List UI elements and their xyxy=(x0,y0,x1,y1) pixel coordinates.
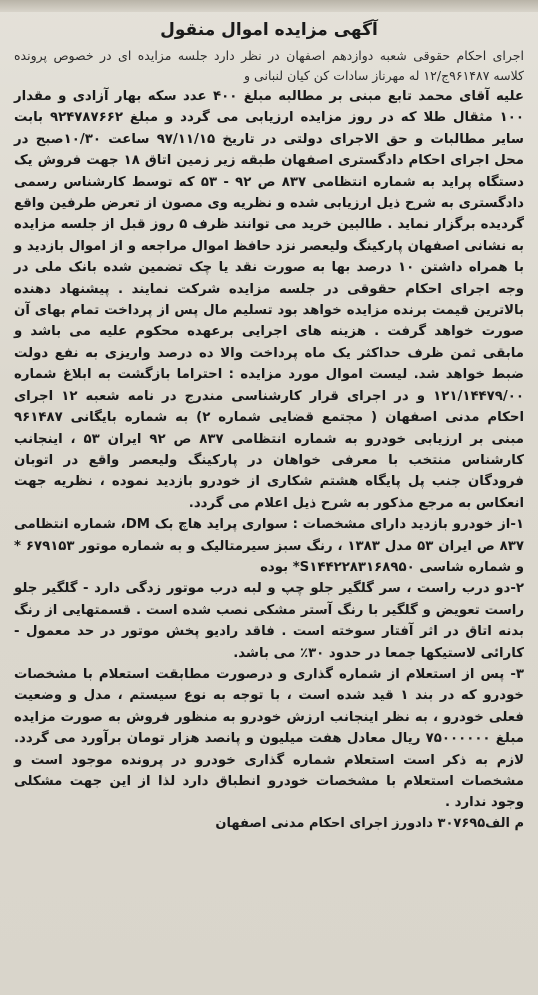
notice-title: آگهی مزایده اموال منقول xyxy=(160,20,378,40)
notice-body xyxy=(14,14,524,987)
notice-intro: اجرای احکام حقوقی شعبه دوازدهم اصفهان در نظر دارد جلسه مزایده ای در خصوص پرونده کلاسه ۹۶۱۴۸۷ج/۱۲ له مهرناز سادات کن کیان لنبانی و xyxy=(14,48,524,83)
notice-signature: م الف۳۰۷۶۹۵ دادورز اجرای احکام مدنی اصفهان xyxy=(215,815,524,831)
torn-top-edge xyxy=(0,0,538,12)
notice-item-2: ۲-دو درب راست ، سر گلگیر جلو چپ و لبه درب موتور زدگی دارد - گلگیر جلو راست تعویض و گلگیر با رنگ آستر مشکی نصب شده است . قسمتهایی از رنگ بدنه اتاق در اثر آفتار سوخته است . فاقد رادیو پخش موتور در حد معمول - کارائی لاستیکها جمعا در حدود ۳۰٪ می باشد. xyxy=(14,581,524,661)
notice-item-1: ۱-از خودرو بازدید دارای مشخصات : سواری پراید هاچ بک DM، شماره انتظامی ۸۳۷ ص ایران ۵۳ مدل ۱۳۸۳ ، رنگ سبز سیرمتالیک و به شماره موتور ۶۷۹۱۵۳ * و شماره شاسی S۱۴۴۲۲۸۳۱۶۸۹۵۰* بوده xyxy=(14,517,524,575)
notice-item-3: ۳- پس از استعلام از شماره گذاری و درصورت مطابقت استعلام با مشخصات خودرو که در بند ۱ قید شده است ، با توجه به نوع سیستم ، مدل و وضعیت فعلی خودرو ، به نظر اینجانب ارزش خودرو به منظور فروش به صورت مزایده مبلغ ۷۵۰۰۰۰۰۰ ریال معادل هفت میلیون و پانصد هزار تومان برآورد می گردد. لازم به ذکر است استعلام شماره گذاری خودرو در پرونده موجود است و مشخصات استعلام با مشخصات خودرو انطباق دارد لذا از این جهت مشکلی وجود ندارد . xyxy=(14,666,524,811)
notice-main-text: علیه آقای محمد تابع مبنی بر مطالبه مبلغ ۴۰۰ عدد سکه بهار آزادی و مقدار ۱۰۰ مثقال طلا که در روز مزایده ارزیابی می گردد و مبلغ ۹۲۴۷۸۷۶۶۲ بابت سایر مطالبات و حق الاجرای دولتی در تاریخ ۹۷/۱۱/۱۵ ساعت ۱۰/۳۰صبح در محل اجرای احکام دادگستری اصفهان طبقه زیر زمین اتاق ۱۸ جهت فروش یک دستگاه پراید به شماره انتظامی ۸۳۷ ص ۹۲ - ۵۳ که توسط کارشناس رسمی دادگستری به شرح ذیل ارزیابی شده و نظریه وی مصون از تعرض طرفین واقع گردیده برگزار نماید . طالبین خرید می توانند ظرف ۵ روز قبل از جلسه مزایده به نشانی اصفهان پارکینگ ولیعصر نزد حافظ اموال مراجعه و از اموال بازدید و با همراه داشتن ۱۰ درصد بها به صورت نقد یا چک تضمین شده بانک ملی در وجه اجرای احکام حقوقی در جلسه مزایده شرکت نمایند . پیشنهاد دهنده بالاترین قیمت برنده مزایده خواهد بود تسلیم مال پس از پرداخت تمام بهای آن صورت خواهد گرفت . هزینه های اجرایی برعهده محکوم علیه می باشد و مابقی ثمن ظرف حداکثر یک ماه پرداخت والا ده درصد واریزی به نفع دولت ضبط خواهد شد. لیست اموال مورد مزایده : احتراما بازگشت به ابلاغ شماره ۱۲۱/۱۴۴۷۹/۰۰ و در اجرای قرار کارشناسی مندرج در نامه شعبه ۱۲ اجرای احکام مدنی اصفهان ( مجتمع قضایی شماره ۲) به شماره بایگانی ۹۶۱۴۸۷ مبنی بر ارزیابی خودرو به شماره انتظامی ۸۳۷ ص ۹۲ ایران ۵۳ ، اینجانب کارشناس منتخب با معرفی خواهان در پارکینگ ولیعصر واقع در اتوبان فرودگان جنب پل پایگاه هشتم شکاری از خودرو بازدید نموده ، نظریه جهت انعکاس به مرجع مذکور به شرح ذیل اعلام می گردد. xyxy=(14,89,525,511)
